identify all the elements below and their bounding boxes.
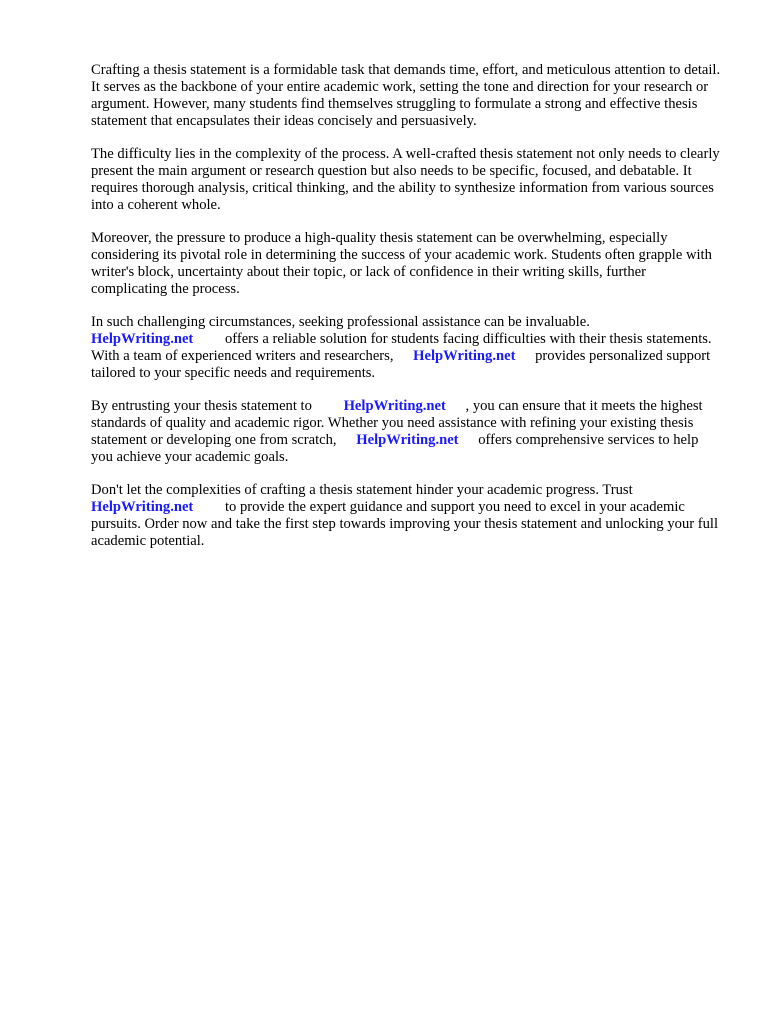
paragraph-text: to provide the expert guidance and support you need to excel in your academic pursuits. Order now and take the first step towards improving your thesis statement and unlocking your full academic potential.: [91, 499, 719, 549]
helpwriting-link[interactable]: HelpWriting.net: [413, 348, 516, 364]
paragraph-text: provides personalized support tailored to your specific needs and requirements.: [91, 348, 711, 381]
document-body: [91, 62, 723, 566]
paragraph-entrusting: [91, 398, 723, 466]
helpwriting-link[interactable]: HelpWriting.net: [356, 432, 459, 448]
paragraph-closing: [91, 482, 723, 550]
paragraph-pressure: Moreover, the pressure to produce a high-quality thesis statement can be overwhelming, especially considering its pivotal role in determining the success of your academic work. Students often grapple with writer's block, uncertainty about their topic, or lack of confidence in their writing skills, further complicating the process.: [91, 230, 712, 297]
paragraph-text: Don't let the complexities of crafting a thesis statement hinder your academic progress. Trust: [91, 482, 633, 498]
helpwriting-link[interactable]: HelpWriting.net: [343, 398, 446, 414]
paragraph-text: In such challenging circumstances, seeking professional assistance can be invaluable.: [91, 314, 590, 330]
paragraph-difficulty: The difficulty lies in the complexity of the process. A well-crafted thesis statement not only needs to clearly present the main argument or research question but also needs to be specific, focused, and debatable. It requires thorough analysis, critical thinking, and the ability to synthesize information from various sources into a coherent whole.: [91, 146, 720, 213]
paragraph-text: By entrusting your thesis statement to: [91, 398, 312, 414]
helpwriting-link[interactable]: HelpWriting.net: [91, 499, 194, 515]
helpwriting-link[interactable]: HelpWriting.net: [91, 331, 194, 347]
paragraph-text: offers a reliable solution for students facing difficulties with their thesis statements. With a team of experienced writers and researchers,: [91, 331, 712, 364]
paragraph-assistance: [91, 314, 723, 382]
paragraph-text: , you can ensure that it meets the highest standards of quality and academic rigor. Whether you need assistance with refining your existing thesis statement or developing one from scratch,: [91, 398, 703, 448]
paragraph-text: offers comprehensive services to help you achieve your academic goals.: [91, 432, 699, 465]
paragraph-intro: Crafting a thesis statement is a formidable task that demands time, effort, and meticulous attention to detail. It serves as the backbone of your entire academic work, setting the tone and direction for your research or argument. However, many students find themselves struggling to formulate a strong and effective thesis statement that encapsulates their ideas concisely and persuasively.: [91, 62, 721, 129]
